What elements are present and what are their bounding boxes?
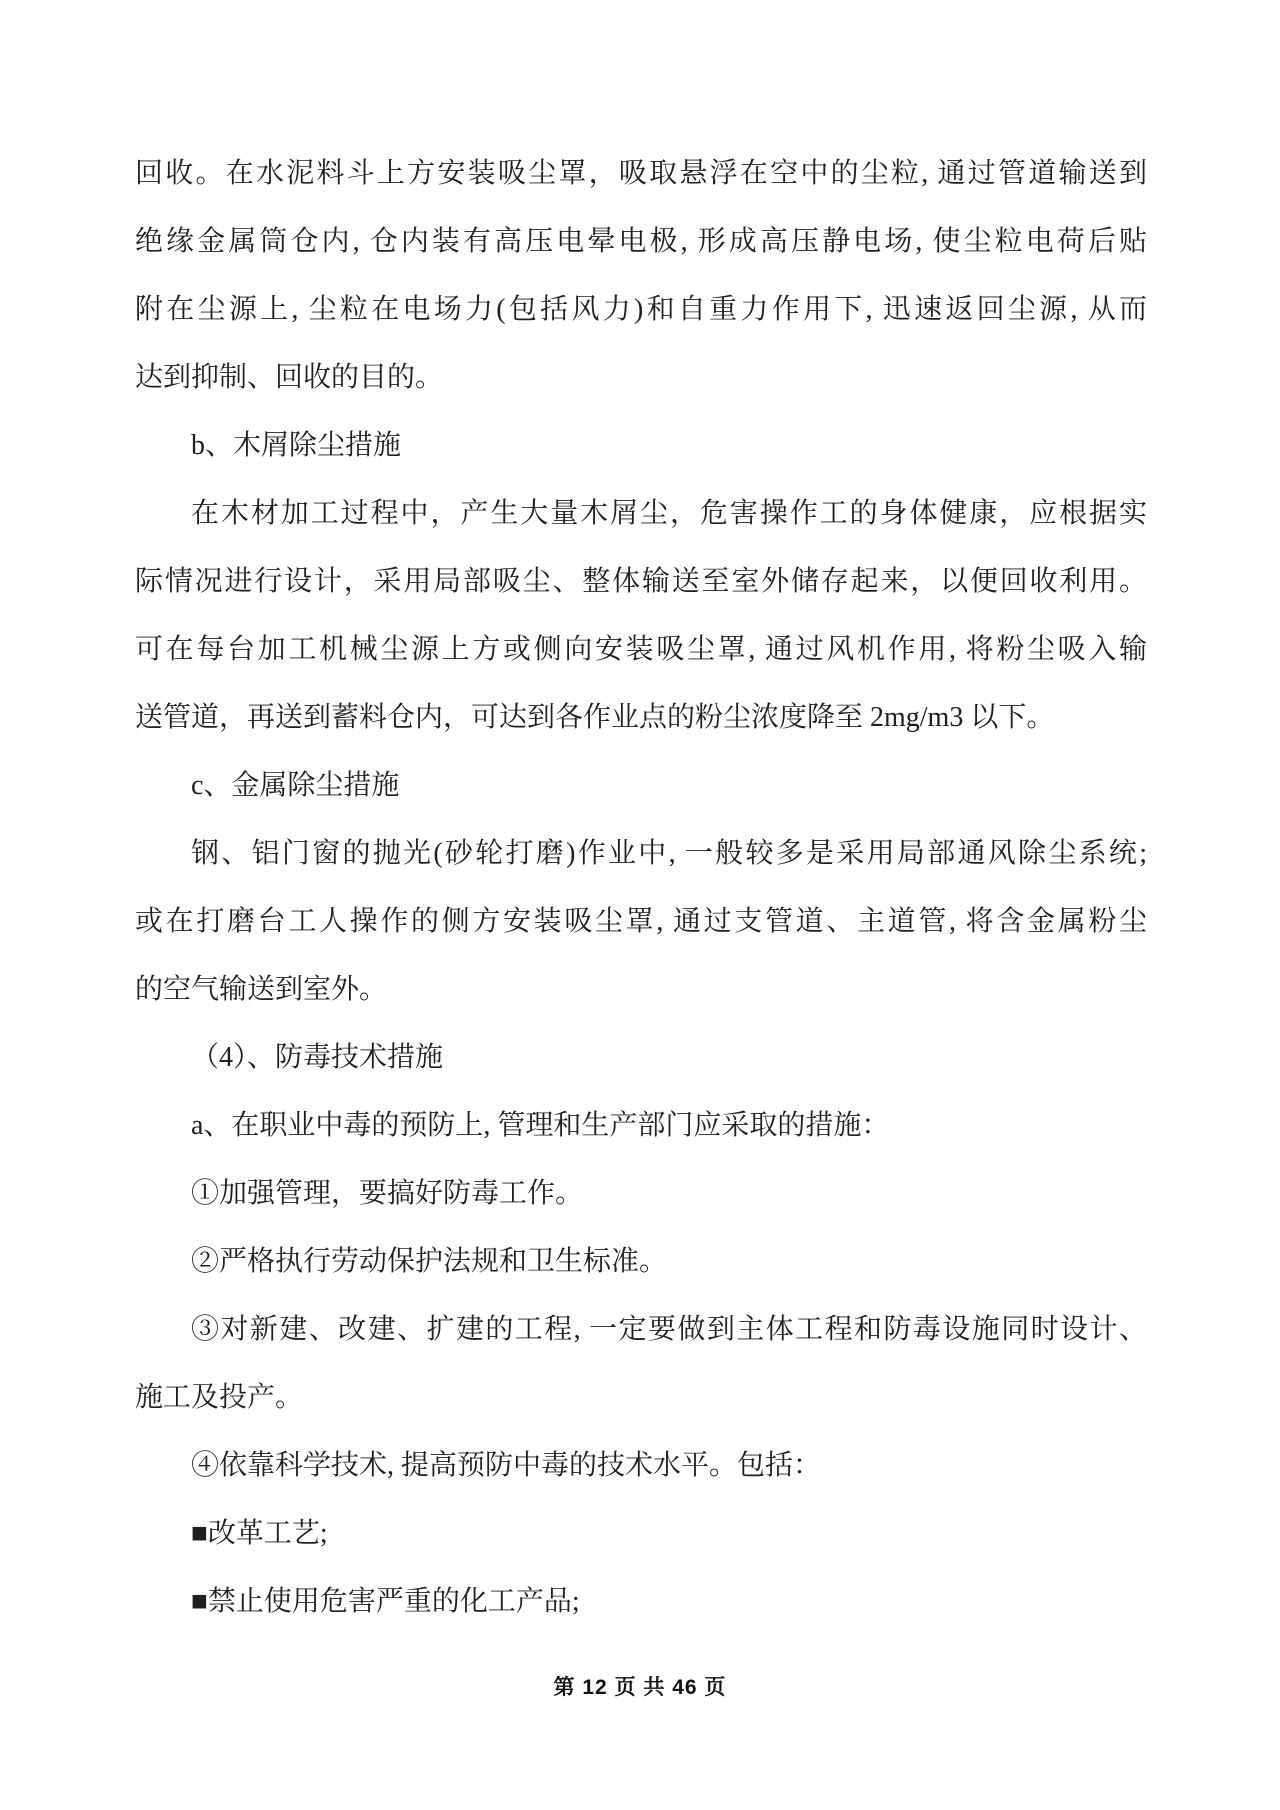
text-line: 绝缘金属筒仓内, 仓内装有高压电晕电极, 形成高压静电场, 使尘粒电荷后贴 [135, 226, 1147, 257]
text-line: b、木屑除尘措施 [191, 430, 402, 461]
text-line: ④依靠科学技术, 提高预防中毒的技术水平。包括： [191, 1450, 822, 1481]
text-line: 际情况进行设计，采用局部吸尘、整体输送至室外储存起来，以便回收利用。 [135, 566, 1147, 597]
text-line: 的空气输送到室外。 [135, 974, 388, 1005]
text-line: 回收。在水泥料斗上方安装吸尘罩，吸取悬浮在空中的尘粒, 通过管道输送到 [135, 158, 1147, 189]
text-line: 施工及投产。 [135, 1382, 304, 1413]
text-line: ■禁止使用危害严重的化工产品; [191, 1586, 580, 1617]
text-line: a、在职业中毒的预防上, 管理和生产部门应采取的措施： [191, 1110, 890, 1141]
text-line: 送管道，再送到蓄料仓内，可达到各作业点的粉尘浓度降至 2mg/m3 以下。 [135, 702, 1055, 733]
text-line: ①加强管理，要搞好防毒工作。 [191, 1178, 584, 1209]
page-number-text: 第 12 页 共 46 页 [553, 1676, 727, 1699]
text-line: 钢、铝门窗的抛光(砂轮打磨)作业中, 一般较多是采用局部通风除尘系统; [191, 838, 1147, 869]
text-line: 达到抑制、回收的目的。 [135, 362, 444, 393]
page-footer [0, 1671, 1280, 1701]
text-line: 在木材加工过程中，产生大量木屑尘，危害操作工的身体健康，应根据实 [191, 498, 1147, 529]
text-line: 或在打磨台工人操作的侧方安装吸尘罩, 通过支管道、主道管, 将含金属粉尘 [135, 906, 1147, 937]
text-line: ②严格执行劳动保护法规和卫生标准。 [191, 1246, 668, 1277]
text-line: （4）、防毒技术措施 [191, 1042, 444, 1073]
text-line: 可在每台加工机械尘源上方或侧向安装吸尘罩, 通过风机作用, 将粉尘吸入输 [135, 634, 1147, 665]
text-line: 附在尘源上, 尘粒在电场力(包括风力)和自重力作用下, 迅速返回尘源, 从而 [135, 294, 1147, 325]
document-body [135, 140, 1147, 1636]
text-line: c、金属除尘措施 [191, 770, 400, 801]
text-line: ③对新建、改建、扩建的工程, 一定要做到主体工程和防毒设施同时设计、 [191, 1314, 1147, 1345]
text-line: ■改革工艺; [191, 1518, 328, 1549]
